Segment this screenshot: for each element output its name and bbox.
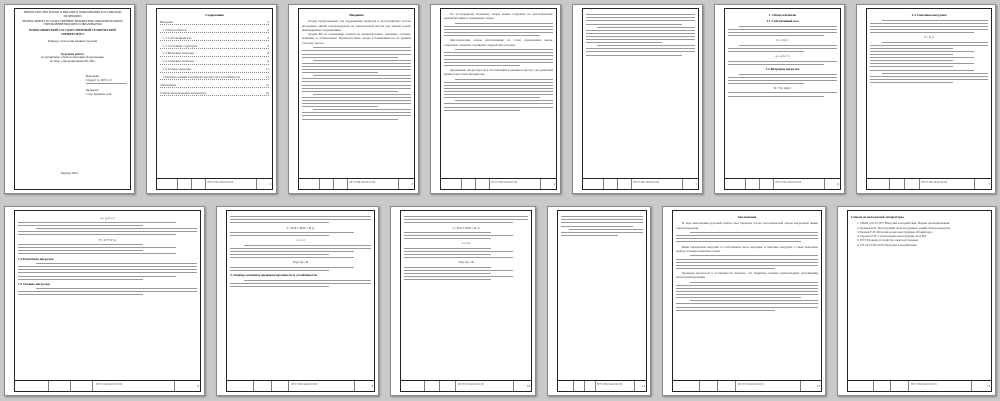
checked-name: Ст.пр. Бушкова А.И. — [85, 91, 112, 96]
formula: F = 0,75·W·A — [98, 237, 117, 242]
patent-paragraph: Деревянные опоры просты в изготовлении и дешевы в местах, где древесина является местным материалом. — [444, 67, 553, 77]
reference-item: 1. СНиП 2.01.07-85* Нагрузки и воздействия. Нормы проектирования. — [857, 221, 950, 226]
formula: λ = l₀/i — [296, 238, 305, 243]
conclusion-heading: Заключение — [737, 215, 757, 219]
year-city: Барнаул 2019 — [61, 171, 78, 175]
conclusion-paragraph: Были определены нагрузки от собственного веса, ветровые и снеговые нагрузки, а также выполнен подбор сечения элементов опоры. — [676, 244, 818, 253]
institution-name: НОВОСИБИРСКИЙ ГОСУДАРСТВЕННЫЙ ТЕХНИЧЕСКИЙ УНИВЕРСИТЕТ — [29, 28, 116, 36]
intro-paragraph: Опоры предназначены для поддержания проводов и грозозащитных тросов воздушных линий электропередачи на определенной высоте над землей, водой, инженерными сооружениями. — [302, 19, 411, 32]
title-block: НГТУ.ТМ.346.00.00 ПЗ 13 — [847, 380, 992, 392]
formula: N/(φ·A) ≤ R — [458, 260, 474, 265]
section-heading: 2. Подбор сечения и проверка прочности и устойчивости — [230, 273, 317, 278]
intro-heading: Введение — [349, 13, 364, 17]
page-calc-2 — [216, 206, 379, 396]
page-snow-load — [856, 4, 996, 194]
formula: W = W₀·k(z)·c — [773, 85, 792, 90]
page-own-weight — [714, 4, 845, 194]
conclusion-paragraph: В ходе выполнения курсовой работы был проведен расчет металлической опоры воздушной линии электропередачи. — [676, 221, 818, 230]
title-block — [156, 178, 273, 190]
reference-item: 5. ПУЭ Правила устройства электроустановок. — [857, 238, 919, 243]
page-title-page — [4, 4, 135, 194]
page-calc-4 — [547, 206, 651, 396]
title-block: НГТУ.ТМ.346.00.00 ПЗ 5 — [582, 178, 699, 190]
toc-row[interactable]: 1 Обзор патентов 4 — [160, 28, 269, 33]
page-contents — [146, 4, 277, 194]
intro-paragraph: Опоры ВЛ по назначению делятся на промежуточные, анкерные, угловые, концевые и специальные. Промежуточные опоры устанавливаются на прямых участках трассы. — [302, 32, 411, 45]
toc-row[interactable]: 1.1 Собственный вал 6 — [160, 36, 269, 41]
toc-row[interactable]: Введение 3 — [160, 19, 269, 24]
reference-item: 6. СП 20.13330.2016 Нагрузки и воздействия. — [857, 242, 917, 247]
formula: G = Σ gᵢ·lᵢ — [776, 38, 789, 43]
reference-item: 4. Горохов Е.В. Строительные конструкции опор ВЛ. — [857, 234, 927, 239]
section-heading: 1.5 Осевые нагрузки — [18, 281, 50, 286]
formula: σ = N/A + M/W ≤ R·γc — [286, 225, 315, 230]
page-references — [837, 206, 996, 396]
reference-item: 3. Беленя Е.И. Металлические конструкции. Общий курс. — [857, 229, 934, 234]
section-heading: 1.1 Собственный вал — [766, 19, 799, 24]
page-patents-continued — [572, 4, 703, 194]
performed-label: Выполнил: — [85, 73, 100, 78]
toc-row[interactable]: 1.4 Снеговые нагрузки 9 — [160, 59, 269, 64]
work-type: Курсовая работа — [61, 51, 84, 56]
ministry-header: МИНИСТЕРСТВО НАУКИ И ВЫСШЕГО ОБРАЗОВАНИЯ РОССИЙСКОЙ ФЕДЕРАЦИИ — [23, 11, 122, 18]
reference-item: 2. Крюков К.П. Конструкции опор воздушных линий электропередачи. — [857, 225, 951, 230]
section-heading: 1.4 Расчетная нагрузка — [18, 256, 54, 261]
formula: q = q₀·k·c·γ — [100, 215, 115, 220]
doc-code: НГТУ.ТМ.346.00.00 ПЗ — [207, 181, 234, 184]
title-block: НГТУ.ТМ.346.00.00 ПЗ 11 — [557, 380, 647, 392]
section-heading: 1.2 Ветровая нагрузка — [765, 66, 800, 71]
title-block: НГТУ.ТМ.346.00.00 ПЗ 7 — [866, 178, 992, 190]
title-block: НГТУ.ТМ.346.00.00 ПЗ 12 — [672, 380, 822, 392]
toc-row[interactable]: Заключение 15 — [160, 83, 269, 88]
discipline-line: по дисциплине «Технологический оборудование» — [40, 55, 105, 60]
toc-row[interactable]: Список используемой литературы 16 — [160, 90, 269, 95]
page-calc-1 — [4, 206, 205, 396]
toc-row[interactable]: 1.3 Ветровые нагрузки 8 — [160, 51, 269, 56]
references-heading: Список используемой литературы — [851, 215, 904, 219]
title-block: НГТУ.ТМ.346.00.00 ПЗ 10 — [400, 380, 532, 392]
page-patents — [430, 4, 561, 194]
title-block: НГТУ.ТМ.346.00.00 ПЗ 4 — [440, 178, 557, 190]
title-block: НГТУ.ТМ.346.00.00 ПЗ 9 — [226, 380, 375, 392]
formula: q = q₀·k·c·γ — [775, 54, 790, 59]
page-introduction — [288, 4, 419, 194]
topic-line: на тему: «Проектирование БЭ-346» — [49, 59, 96, 64]
patent-paragraph: По исследуемому материалу опоры можно разделить на металлические, железобетонные и деревянные опоры. — [444, 12, 553, 21]
page-conclusion — [662, 206, 826, 396]
title-block: НГТУ.ТМ.346.00.00 ПЗ 6 — [724, 178, 841, 190]
patent-paragraph: Металлические опоры изготавливают из стали специальных марок, отдельные элементы соединяют сваркой или болтами. — [444, 38, 553, 47]
performed-group: Студент гр. ФТТ-1/3 — [85, 77, 112, 82]
formula: N/(φ·A) ≤ R — [292, 260, 309, 265]
conclusion-paragraph: Проверка прочности и устойчивости показала, что принятые сечения удовлетворяют требованиям норм проектирования. — [676, 270, 818, 280]
department: Кафедра технологии машиностроения — [48, 38, 97, 43]
page-calc-3 — [390, 206, 536, 396]
formula: λ = l₀/i — [461, 241, 471, 246]
contents-title: Содержание — [205, 13, 224, 17]
formula: σ = N/A + M/W ≤ R·γc — [451, 225, 481, 230]
section-heading: 1. Обзор патентов — [768, 13, 797, 17]
formula: S = S₀·μ — [923, 35, 935, 40]
title-block: НГТУ.ТМ.346.00.00 ПЗ 8 — [14, 380, 201, 392]
toc-row[interactable]: 2 Подбор сечения и проверка прочности и устойчивости 13 — [160, 75, 269, 80]
institution-type: ФЕДЕРАЛЬНОЕ ГОСУДАРСТВЕННОЕ БЮДЖЕТНОЕ ОБРАЗОВАТЕЛЬНОЕ УЧРЕЖДЕНИЕ ВЫСШЕГО ОБРАЗОВАНИЯ — [22, 18, 123, 27]
checked-label: Проверил: — [85, 87, 99, 92]
title-block: НГТУ.ТМ.346.00.00 ПЗ 3 — [298, 178, 415, 190]
toc-row[interactable]: 1.2 Состояние структуры 6 — [160, 44, 269, 49]
toc-row[interactable]: 1.5 Осевые нагрузки 11 — [160, 67, 269, 72]
section-heading: 1.3 Снеговые нагрузки — [911, 13, 947, 17]
page-number: 2 — [269, 182, 271, 186]
